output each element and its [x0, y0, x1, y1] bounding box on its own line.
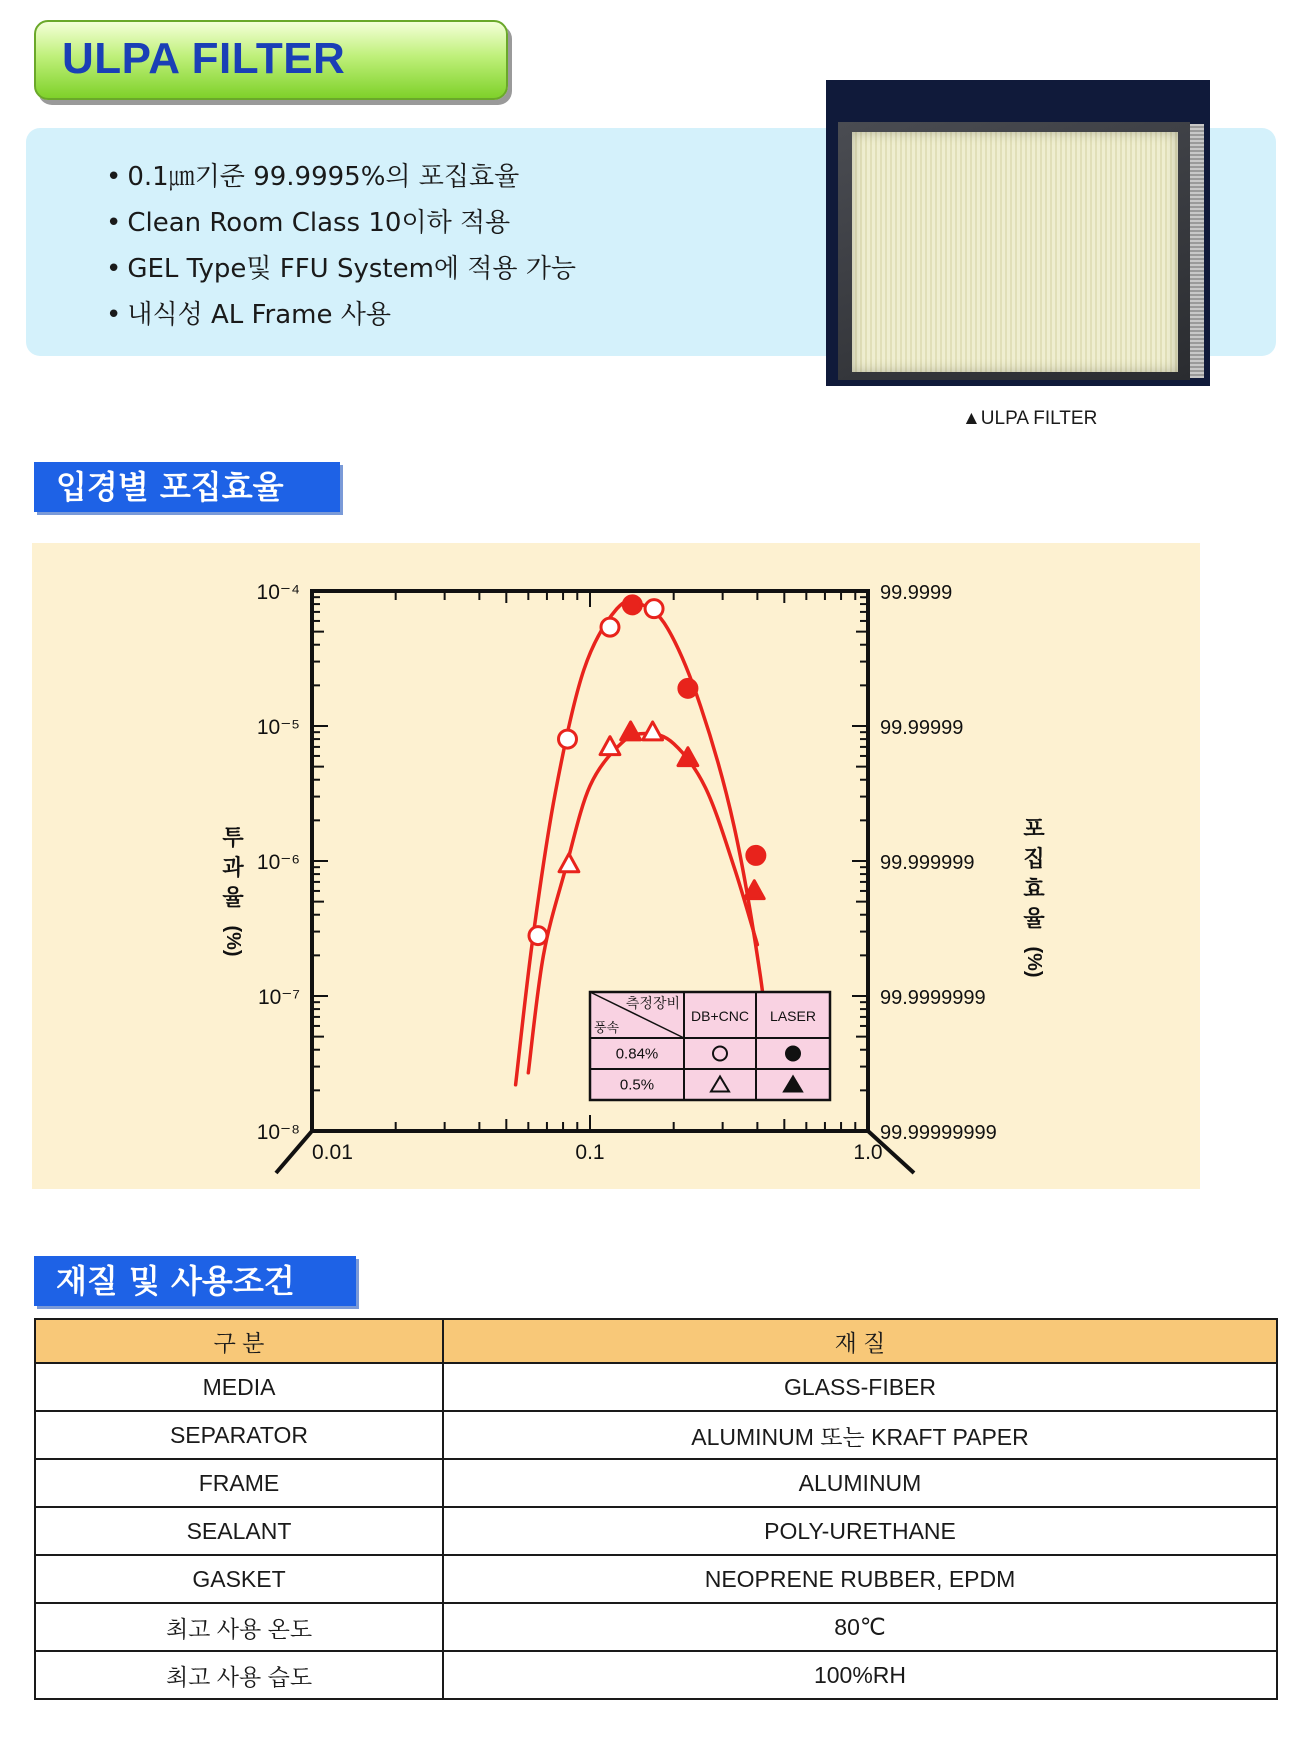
x-tick-label: 0.1 — [575, 1141, 605, 1164]
feature-item: • 0.1㎛기준 99.9995%의 포집효율 — [106, 156, 519, 193]
x-tick-label: 0.01 — [312, 1141, 353, 1164]
table-cell: POLY-URETHANE — [443, 1507, 1277, 1555]
data-point — [601, 618, 619, 636]
data-points — [529, 596, 765, 945]
axis-title-char: 율 — [1023, 906, 1045, 931]
legend-marker — [786, 1047, 800, 1061]
y-tick-label-right: 99.99999999 — [880, 1122, 997, 1144]
table-row — [35, 1507, 1277, 1555]
table-row — [35, 1555, 1277, 1603]
y-tick-label-right: 99.999999 — [880, 852, 975, 874]
data-point — [747, 846, 765, 864]
feature-item: • Clean Room Class 10이하 적용 — [106, 202, 510, 239]
data-point — [529, 927, 547, 945]
data-point — [559, 730, 577, 748]
legend-row-label: 0.84% — [615, 1045, 659, 1063]
table-cell: SEALANT — [35, 1507, 443, 1555]
data-point — [621, 722, 641, 740]
axis-title-char: 효 — [1023, 876, 1045, 901]
table-cell: 100%RH — [443, 1651, 1277, 1699]
table-cell: GLASS-FIBER — [443, 1363, 1277, 1411]
data-point — [679, 679, 697, 697]
table-cell: SEPARATOR — [35, 1411, 443, 1459]
table-row — [35, 1459, 1277, 1507]
axis-title-char: 포 — [1023, 816, 1045, 841]
y-tick-label-right: 99.99999 — [880, 717, 964, 739]
photo-caption: ▲ULPA FILTER — [962, 408, 1098, 429]
y-tick-label-left: 10⁻⁶ — [256, 851, 300, 874]
y-tick-label-left: 10⁻⁷ — [257, 986, 300, 1009]
legend-corner-top: 측정장비 — [625, 995, 680, 1011]
y-tick-label-left: 10⁻⁴ — [256, 581, 300, 604]
data-point — [623, 596, 641, 614]
axis-title-unit: (%) — [1023, 946, 1045, 978]
y-tick-label-left: 10⁻⁸ — [256, 1121, 300, 1144]
column-header: 구 분 — [35, 1319, 443, 1363]
legend — [590, 992, 830, 1100]
legend-row-label: 0.5% — [619, 1076, 655, 1094]
feature-item: • 내식성 AL Frame 사용 — [106, 294, 391, 331]
axis-title-char: 투 — [222, 825, 244, 850]
table-cell: MEDIA — [35, 1363, 443, 1411]
legend-col-label: LASER — [770, 1008, 816, 1024]
legend-corner-bottom: 풍속 — [594, 1020, 620, 1035]
axis-title-unit: (%) — [222, 925, 244, 957]
table-cell: NEOPRENE RUBBER, EPDM — [443, 1555, 1277, 1603]
data-point — [559, 854, 579, 872]
table-row — [35, 1603, 1277, 1651]
y-tick-label-left: 10⁻⁵ — [256, 716, 300, 739]
y-tick-label-right: 99.9999999 — [880, 987, 986, 1009]
data-point — [643, 722, 663, 740]
y2-axis-title — [1023, 816, 1045, 978]
table-cell: ALUMINUM — [443, 1459, 1277, 1507]
table-row — [35, 1411, 1277, 1459]
table-cell: GASKET — [35, 1555, 443, 1603]
x-tick-label: 1.0 — [853, 1141, 883, 1164]
y-tick-label-right: 99.9999 — [880, 582, 953, 604]
section-title-material: 재질 및 사용조건 — [34, 1256, 356, 1306]
feature-item: • GEL Type및 FFU System에 적용 가능 — [106, 248, 576, 285]
axis-title-char: 집 — [1023, 846, 1045, 871]
table-cell: 최고 사용 습도 — [35, 1651, 443, 1699]
table-cell: 최고 사용 온도 — [35, 1603, 443, 1651]
page-title: ULPA FILTER — [62, 34, 346, 83]
spec-table — [34, 1318, 1278, 1700]
table-row — [35, 1363, 1277, 1411]
y-axis-title — [222, 825, 244, 957]
table-cell: FRAME — [35, 1459, 443, 1507]
axis-title-char: 율 — [222, 885, 244, 910]
column-header: 재 질 — [443, 1319, 1277, 1363]
legend-col-label: DB+CNC — [691, 1008, 749, 1024]
table-cell: ALUMINUM 또는 KRAFT PAPER — [443, 1411, 1277, 1459]
section-title-efficiency: 입경별 포집효율 — [34, 462, 340, 512]
axis-title-char: 과 — [222, 855, 244, 880]
table-header-row — [35, 1319, 1277, 1363]
data-point — [645, 600, 663, 618]
table-row — [35, 1651, 1277, 1699]
table-cell: 80℃ — [443, 1603, 1277, 1651]
